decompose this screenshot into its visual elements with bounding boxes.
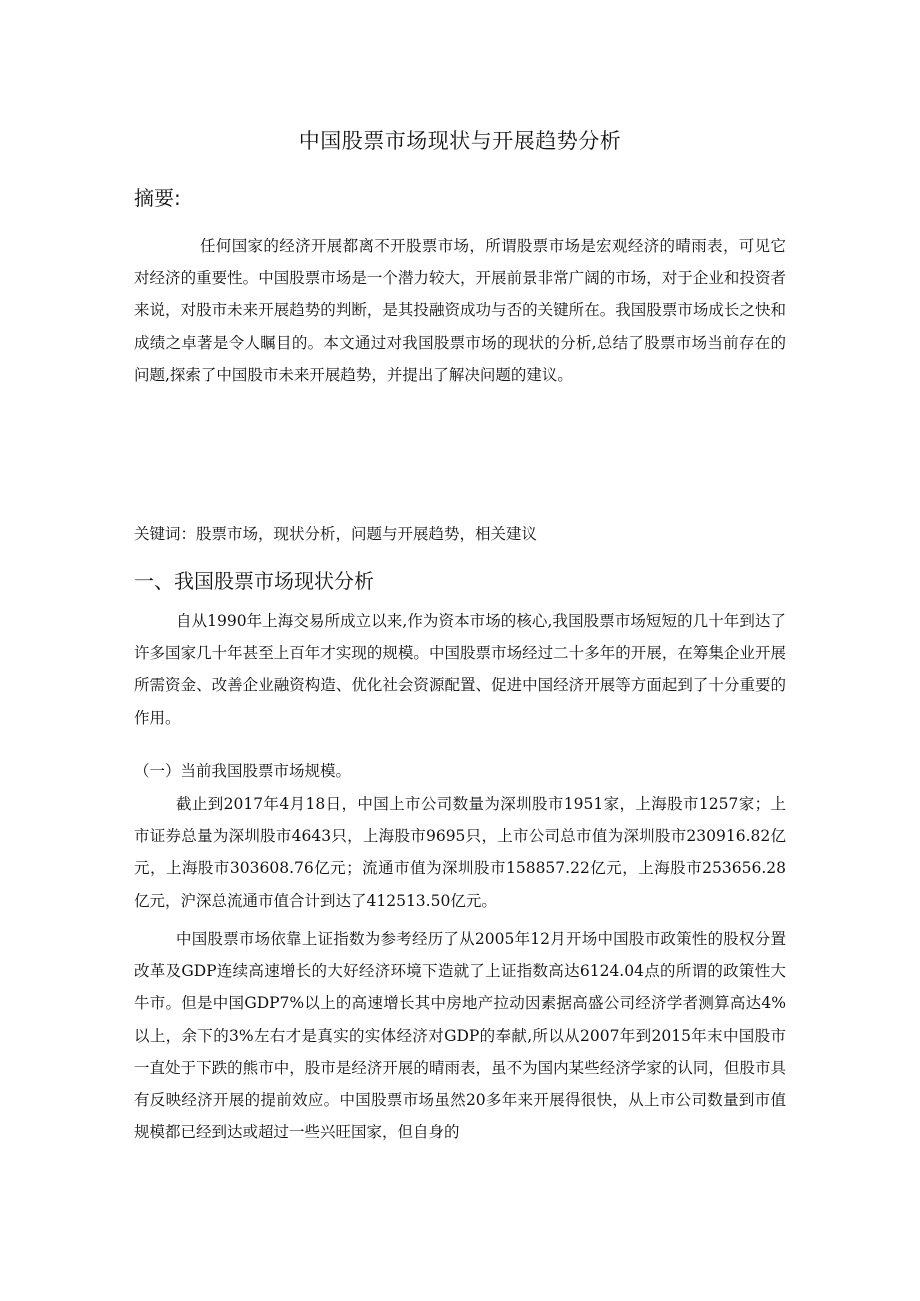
document-title: 中国股票市场现状与开展趋势分析	[298, 129, 622, 153]
section-1-intro-paragraph: 自从1990年上海交易所成立以来,作为资本市场的核心,我国股票市场短短的几十年到达了许多国家几十年甚至上百年才实现的规模。中国股票市场经过二十多年的开展，在筹集企业开展所需资金、改善企业融资构造、优化社会资源配置、促进中国经济开展等方面起到了十分重要的作用。	[134, 612, 786, 727]
subsection-1-heading: （一）当前我国股票市场规模。	[134, 762, 352, 780]
abstract-paragraph: 任何国家的经济开展都离不开股票市场，所谓股票市场是宏观经济的晴雨表，可见它对经济的重要性。中国股票市场是一个潜力较大，开展前景非常广阔的市场，对于企业和投资者来说，对股市未来开展趋势的判断，是其投融资成功与否的关键所在。我国股票市场成长之快和成绩之卓著是令人瞩目的。本文通过对我国股票市场的现状的分析,总结了股票市场当前存在的问题,探索了中国股市未来开展趋势，并提出了解决问题的建议。	[134, 237, 786, 384]
keywords-line: 关键词：股票市场，现状分析，问题与开展趋势，相关建议	[134, 525, 538, 543]
section-1-heading: 一、我国股票市场现状分析	[134, 569, 374, 593]
abstract-heading: 摘要:	[134, 186, 181, 210]
subsection-1-paragraph-1: 截止到2017年4月18日，中国上市公司数量为深圳股市1951家，上海股市1257家；上市证券总量为深圳股市4643只，上海股市9695只，上市公司总市值为深圳股市230916.82亿元，上海股市303608.76亿元；流通市值为深圳股市158857.22亿元，上海股市253656.28亿元，沪深总流通市值合计到达了412513.50亿元。	[134, 795, 786, 910]
subsection-1-paragraph-2: 中国股票市场依靠上证指数为参考经历了从2005年12月开场中国股市政策性的股权分置改革及GDP连续高速增长的大好经济环境下造就了上证指数高达6124.04点的所谓的政策性大牛市。但是中国GDP7%以上的高速增长其中房地产拉动因素据高盛公司经济学者测算高达4%以上，余下的3%左右才是真实的实体经济对GDP的奉献,所以从2007年到2015年末中国股市一直处于下跌的熊市中，股市是经济开展的晴雨表，虽不为国内某些经济学家的认同，但股市具有反映经济开展的提前效应。中国股票市场虽然20多年来开展得很快，从上市公司数量到市值规模都已经到达或超过一些兴旺国家，但自身的	[134, 930, 786, 1142]
